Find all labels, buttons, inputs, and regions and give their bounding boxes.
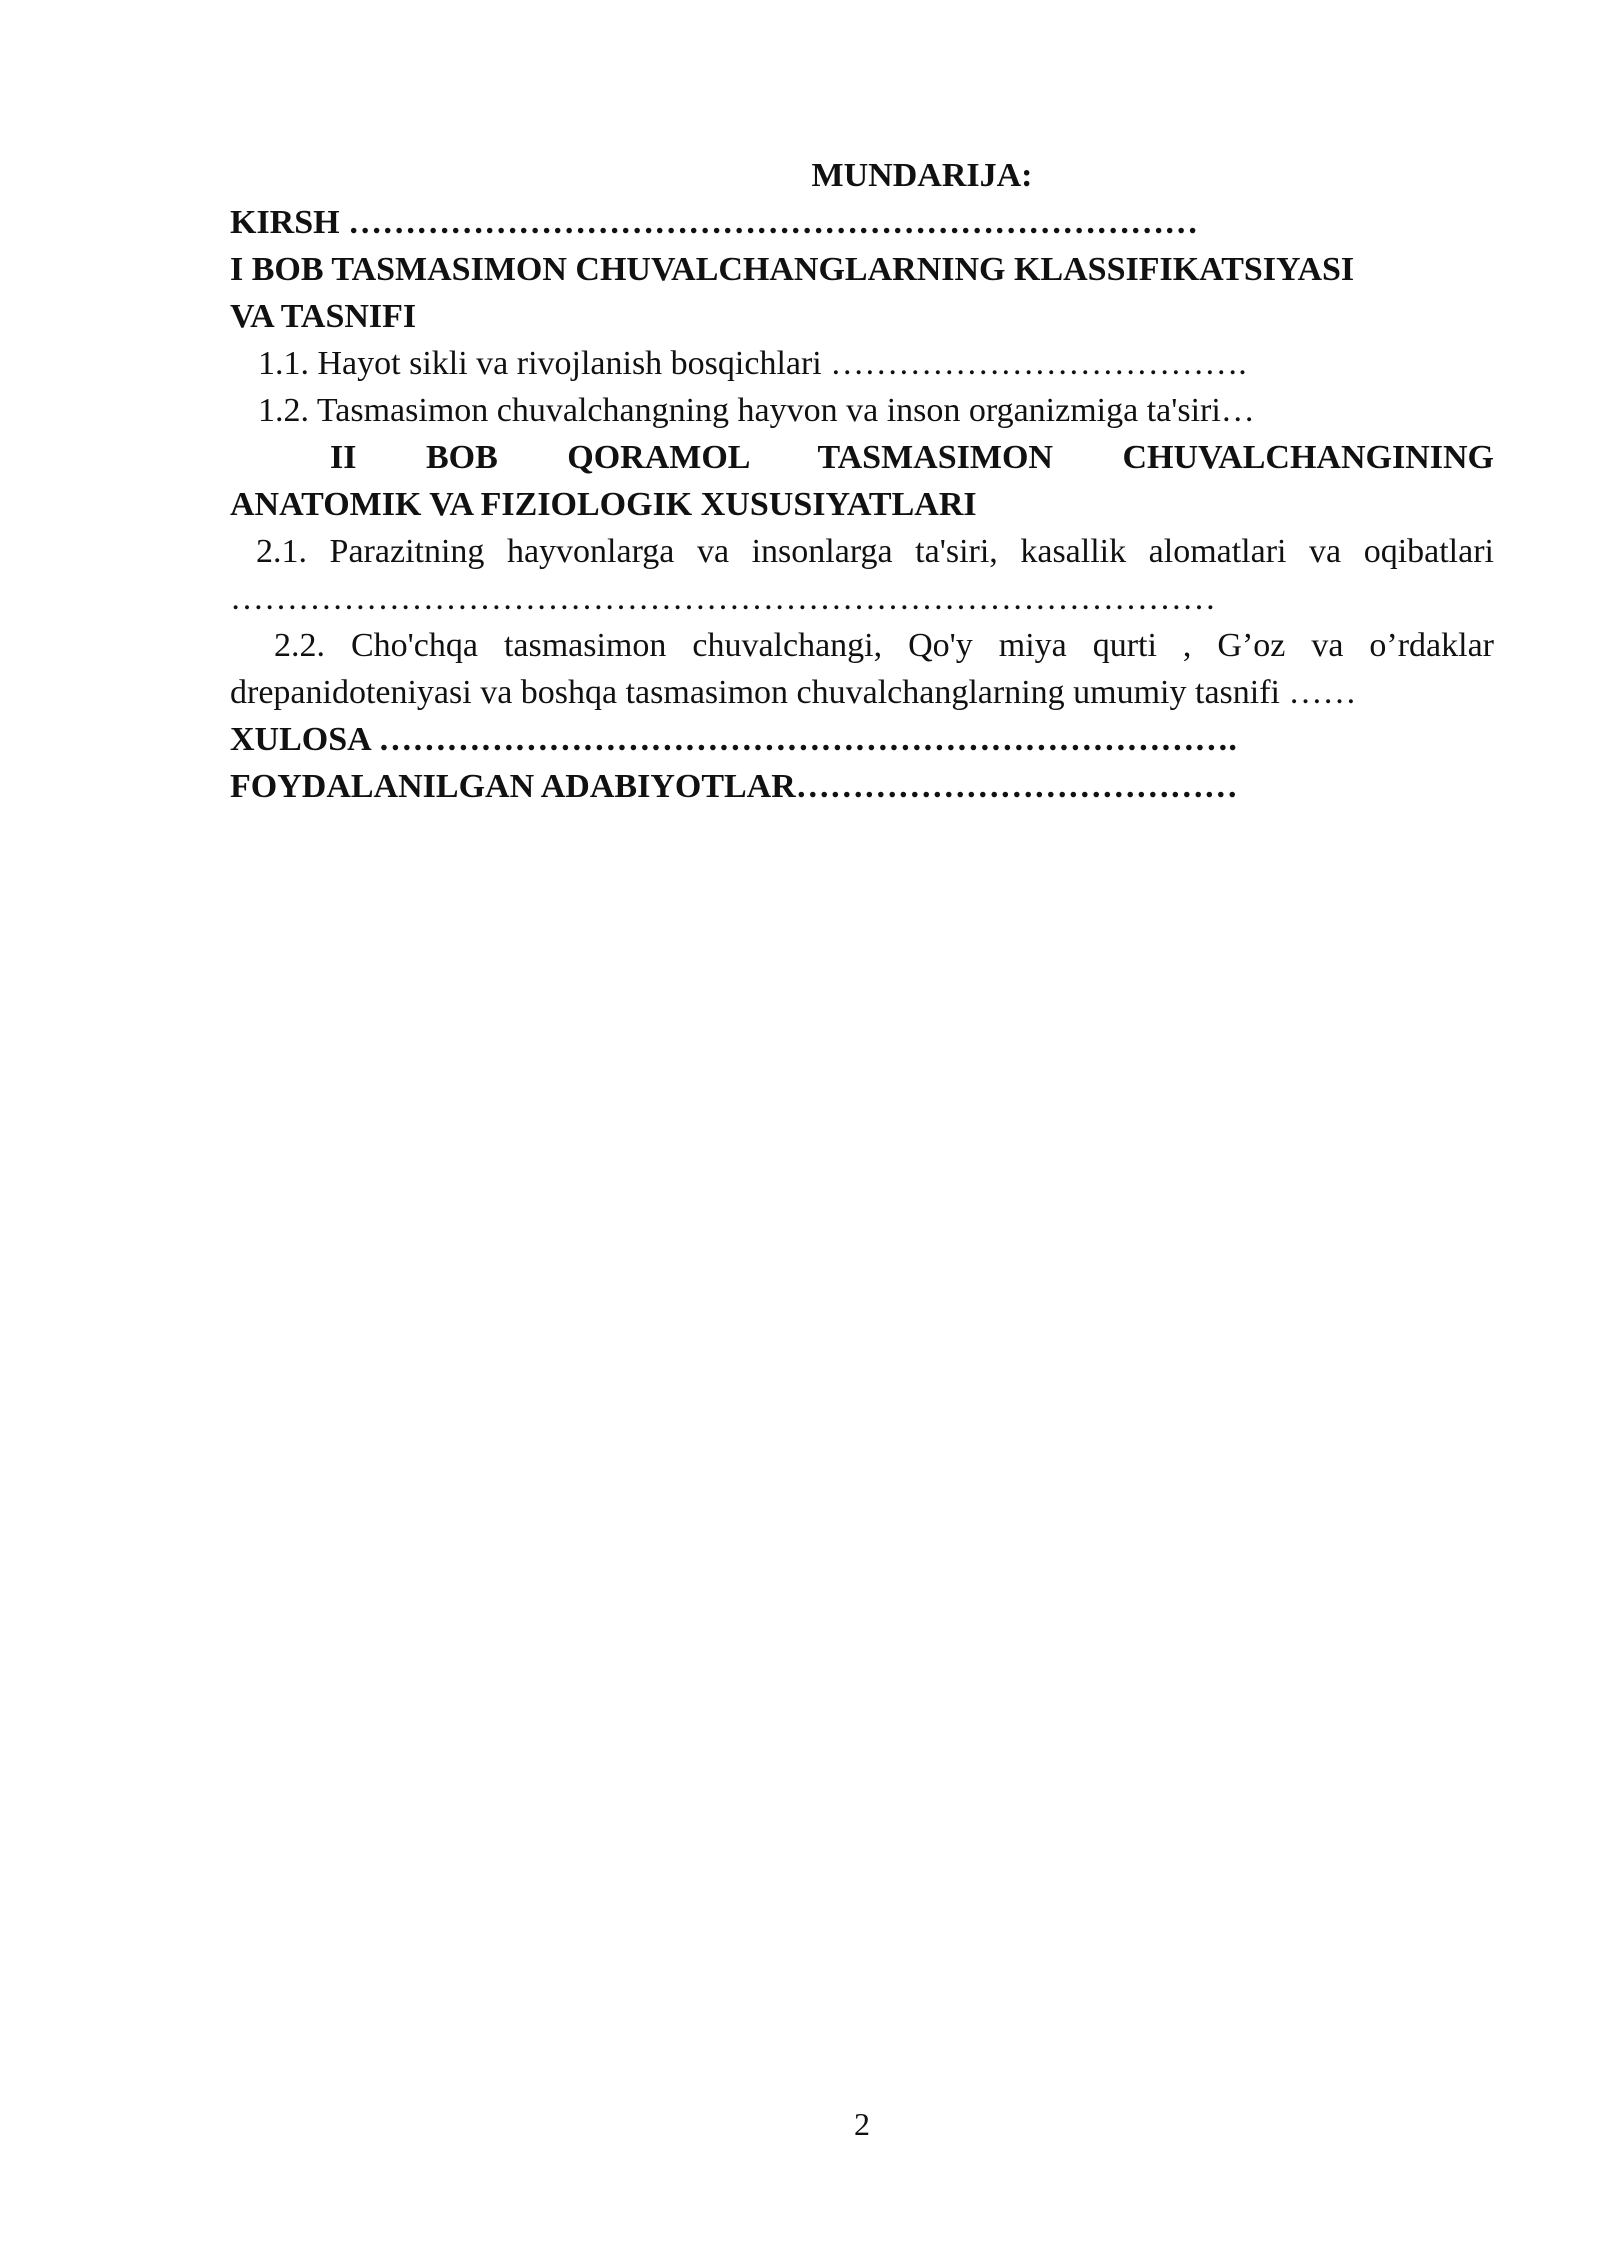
toc-entry-kirish: KIRSH ………………………………………………………………… <box>230 204 1199 241</box>
toc-entry-2-1-line-1: 2.1. Parazitning hayvonlarga va insonlarga ta'siri, kasallik alomatlari va oqibatlari <box>256 533 1494 570</box>
toc-entry-1-1: 1.1. Hayot sikli va rivojlanish bosqichlari ………………………………. <box>258 345 1247 382</box>
toc-entry-2-2-line-2: drepanidoteniyasi va boshqa tasmasimon chuvalchanglarning umumiy tasnifi …… <box>230 674 1357 711</box>
toc-entry-xulosa: XULOSA …………………………………………………………………. <box>230 721 1237 758</box>
toc-title: MUNDARIJA: <box>811 157 1033 194</box>
toc-chapter-2-line-1: II BOB QORAMOL TASMASIMON CHUVALCHANGINING <box>330 439 1494 476</box>
toc-entry-references: FOYDALANILGAN ADABIYOTLAR………………………………… <box>230 768 1238 805</box>
table-of-contents <box>230 152 1494 810</box>
toc-entry-1-2: 1.2. Tasmasimon chuvalchangning hayvon va inson organizmiga ta'siri… <box>258 392 1255 429</box>
toc-chapter-1-line-1: I BOB TASMASIMON CHUVALCHANGLARNING KLASSIFIKATSIYASI <box>230 251 1355 288</box>
toc-entry-2-2-line-1: 2.2. Cho'chqa tasmasimon chuvalchangi, Qo'y miya qurti , G’oz va o’rdaklar <box>274 627 1494 664</box>
toc-entry-2-1-line-2: …………………………………………………………………………… <box>230 580 1216 617</box>
toc-chapter-2-line-2: ANATOMIK VA FIZIOLOGIK XUSUSIYATLARI <box>230 486 977 523</box>
page-number: 2 <box>854 2106 870 2142</box>
toc-chapter-1-line-2: VA TASNIFI <box>230 298 417 335</box>
